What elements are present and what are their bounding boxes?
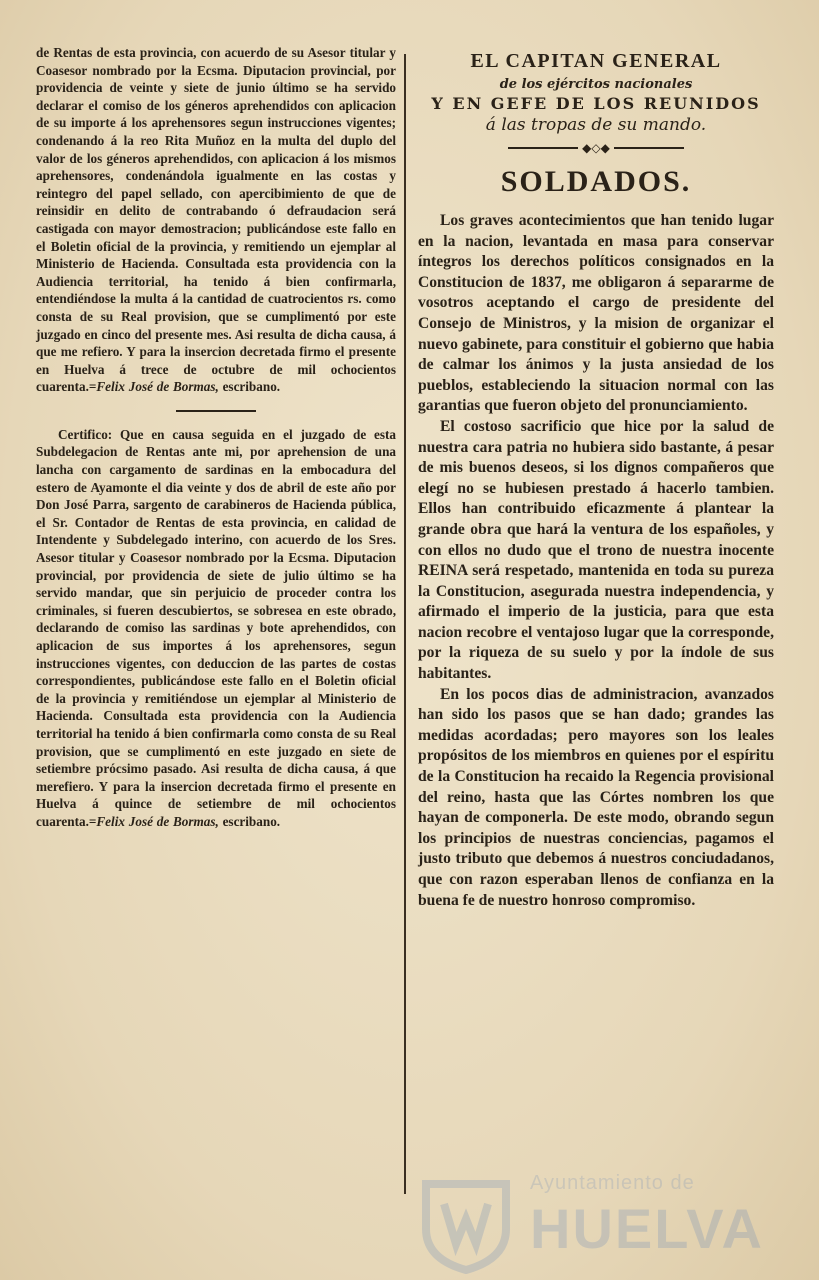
left-signature-1: Felix José de Bormas,: [96, 379, 219, 395]
heading-subtitle: de los ejércitos nacionales: [499, 77, 693, 92]
watermark-small-text: Ayuntamiento de: [530, 1172, 695, 1194]
ornament-knot-icon: ◆◇◆: [582, 141, 610, 155]
heading-subtitle-2: á las tropas de su mando.: [485, 115, 707, 135]
left-signature-2-suffix: escribano.: [218, 813, 281, 829]
left-paragraph-1-text: de Rentas de esta provincia, con acuerdo de su Asesor titular y Coasesor nombrado por la Ecsma. Diputacion provincial, por providencia de veinte y siete de junio último se ha servido declarar el comiso de los géneros aprehendidos con aplicacion de su importe á los aprehensores segun instrucciones vigentes; condenando á la reo Rita Muñoz en la multa del duplo del valor de los géneros aprehendidos, con aplicacion á los mismos aprehensores, condenándola igualmente en las costas y reintegro del papel sellado, con apercibimiento de que de reinsidir en delito de contrabando ó defraudacion será castigada con mayor demostracion; publicándose este fallo en el Boletin oficial de la provincia, y remitiendo un ejemplar al Ministerio de Hacienda. Consultada esta providencia con la Audiencia territorial, ha tenido á bien confirmarla, entendiéndose la multa á la cantidad de cuatrocientos rs. como consta de su Real provision, que se cumplimentó por este juzgado en cinco del presente mes. Asi resulta de dicha causa, á que me refiero. Y para la insercion decretada firmo el presente en Huelva á trece de octubre de mil ochocientos cuarenta.=: [36, 45, 396, 395]
archive-watermark: [412, 1168, 764, 1278]
right-column: [418, 46, 774, 911]
main-title: SOLDADOS.: [500, 165, 692, 198]
shield-icon: [416, 1174, 516, 1274]
column-divider: [404, 54, 406, 1194]
heading-title: EL CAPITAN GENERAL: [470, 50, 722, 72]
left-signature-2: Felix José de Bormas,: [96, 813, 219, 829]
left-signature-1-suffix: escribano.: [218, 379, 281, 395]
right-paragraph-2: El costoso sacrificio que hice por la salud de nuestra cara patria no hubiera sido bastante, á pesar de mis buenos deseos, si los dignos compañeros que elegí no se hubiesen prestado á hacerlo tambien. Ellos han contribuido eficazmente á plantear la grande obra que hará la ventura de los españoles, y con ellos no dudo que el trono de nuestra inocente REINA será respetado, mantenida en toda su pureza la Constitucion, asegurada nuestra independencia, y afirmado el imperio de la justicia, para que esta nacion recobre el ventajoso lugar que la corresponde, por la riqueza de su suelo y por la índole de sus habitantes.: [418, 417, 774, 683]
ornament-divider: [418, 141, 774, 155]
watermark-big-text: HUELVA: [530, 1197, 764, 1260]
right-paragraph-1: Los graves acontecimientos que han tenido lugar en la nacion, levantada en masa para conservar íntegros los derechos políticos consignados en la Constitucion de 1837, me obligaron á separarme de vosotros aceptando el cargo de presidente del Consejo de Ministros, y la mision de organizar el nuevo gabinete, para constituir el gobierno que habia de calmar los ánimos y la justa ansiedad de los pueblos, estableciendo la situacion normal con las garantias que fueron objeto del pronunciamiento.: [418, 212, 774, 415]
ornament-line-left: [508, 147, 578, 149]
right-paragraph-3: En los pocos dias de administracion, avanzados han sido los pasos que se han dado; grandes las medidas acordadas; pero mayores son los leales propósitos de los miembros en quienes por el espíritu de la Constitucion ha recaido la Regencia provisional del reino, hasta que las Córtes nombren los que hayan de componerla. De este modo, obrando segun los principios de nuestras conciencias, pagamos el justo tributo que debemos á nuestros conciudadanos, que con razon esperaban llenos de confianza en la buena fe de nuestro honroso compromiso.: [418, 685, 774, 909]
heading-line: Y EN GEFE DE LOS REUNIDOS: [431, 94, 761, 113]
left-paragraph-2: [36, 426, 396, 831]
section-separator: [176, 410, 256, 412]
ornament-line-right: [614, 147, 684, 149]
left-column: [36, 44, 396, 831]
left-paragraph-1: [36, 44, 396, 396]
left-paragraph-2-text: Certifico: Que en causa seguida en el juzgado de esta Subdelegacion de Rentas ante mi, por aprehension de una lancha con cargamento de sardinas en la embocadura del estero de Ayamonte el dia veinte y dos de abril de este año por Don José Parra, sargento de carabineros de Hacienda pública, el Sr. Contador de Rentas de esta provincia, en calidad de Intendente y Subdelegado interino, con acuerdo de los Sres. Asesor titular y Coasesor nombrado por la Ecsma. Diputacion provincial, por providencia de siete de julio último se ha servido mandar, que sin perjuicio de proceder contra los criminales, si fueren descubiertos, se sobresea en este obrado, declarando de comiso las sardinas y bote aprehendidos, con aplicacion de sus importes á los aprehensores, segun instrucciones vigentes, con deduccion de las partes de costas correspondientes, publicándose este fallo en el Boletin oficial de la provincia y remitiéndose un ejemplar al Ministerio de Hacienda. Consultada esta providencia con la Audiencia territorial ha tenido á bien confirmarla como consta de su Real provision, que se cumplimentó en este juzgado en siete de setiembre prócsimo pasado. Asi resulta de dicha causa, á que merefiero. Y para la insercion decretada firmo el presente en Huelva á quince de setiembre de mil ochocientos cuarenta.=: [36, 426, 396, 829]
